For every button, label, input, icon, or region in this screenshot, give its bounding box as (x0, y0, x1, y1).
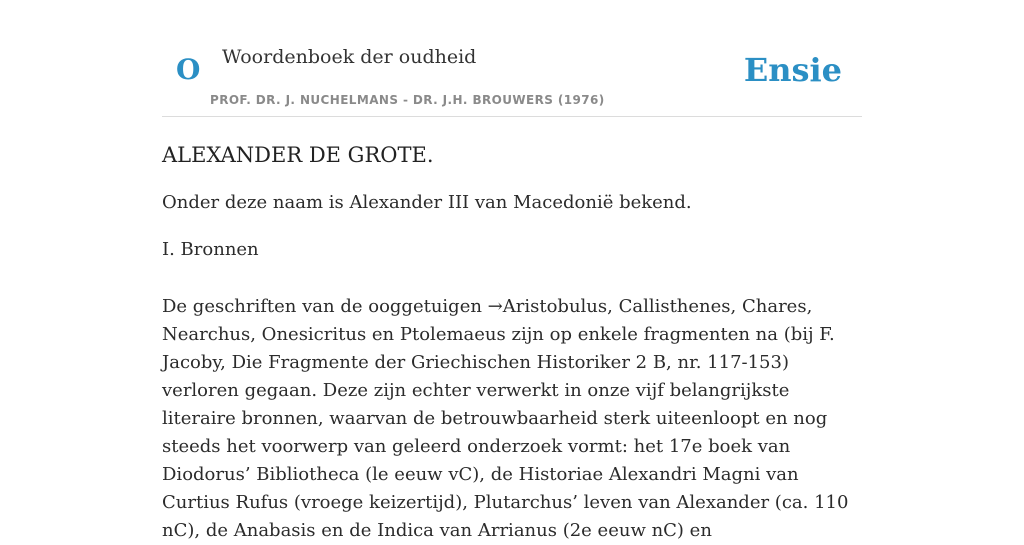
page-header (162, 0, 862, 117)
book-title[interactable]: Woordenboek der oudheid (222, 46, 477, 68)
article-content (162, 140, 862, 545)
book-authors: PROF. DR. J. NUCHELMANS - DR. J.H. BROUWERS (1976) (210, 93, 605, 107)
ensie-logo-link[interactable]: Ensie (743, 51, 842, 89)
letter-index-badge[interactable]: O (176, 53, 201, 86)
section-heading: I. Bronnen (162, 239, 259, 260)
entry-body-text: De geschriften van de ooggetuigen →Aristobulus, Callisthenes, Chares, Nearchus, Onesicritus en Ptolemaeus zijn op enkele fragmenten na (bij F. Jacoby, Die Fragmente der Griechischen Historiker 2 B, nr. 117-153) verloren gegaan. Deze zijn echter verwerkt in onze vijf belangrijkste literaire bronnen, waarvan de betrouwbaarheid sterk uiteenloopt en nog steeds het voorwerp van geleerd onderzoek vormt: het 17e boek van Diodorus’ Bibliotheca (le eeuw vC), de Historiae Alexandri Magni van Curtius Rufus (vroege keizertijd), Plutarchus’ leven van Alexander (ca. 110 nC), de Anabasis en de Indica van Arrianus (2e eeuw nC) en (162, 296, 849, 541)
entry-intro: Onder deze naam is Alexander III van Macedonië bekend. (162, 192, 692, 213)
entry-title: ALEXANDER DE GROTE. (162, 143, 434, 167)
